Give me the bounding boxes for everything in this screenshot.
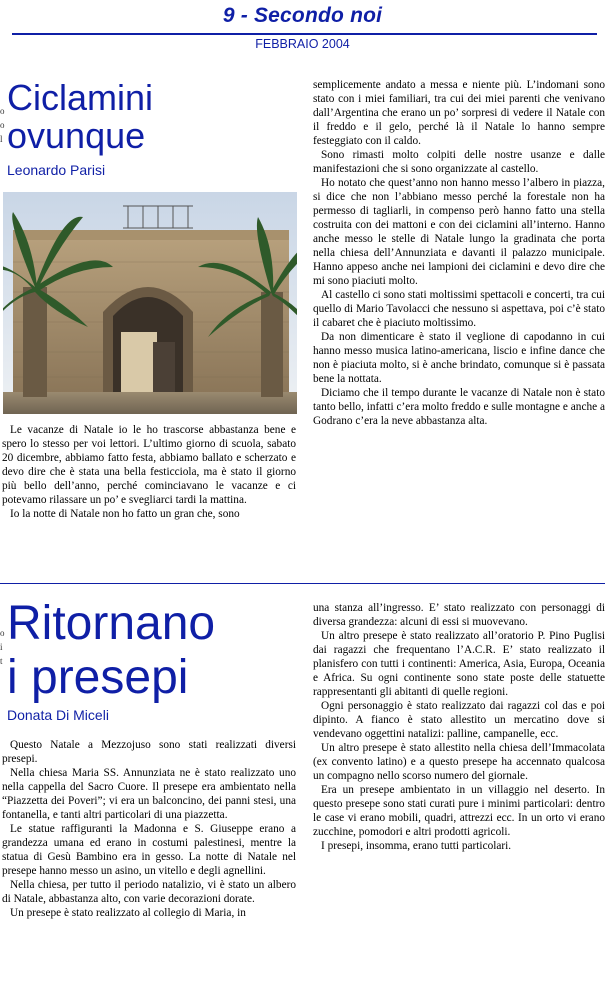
paragraph: Al castello ci sono stati moltissimi spettacoli e concerti, tra cui quello di Mario Tavolacci che nessuno si aspettava, poi c’è stato il cabaret che è piaciuto moltissimo.: [313, 289, 605, 329]
paragraph: Diciamo che il tempo durante le vacanze di Natale non è stato tanto bello, infatti c’era molto freddo e sulle montagne e anche a Godrano c’era la neve abbastanza alta.: [313, 387, 605, 427]
paragraph: Io la notte di Natale non ho fatto un gran che, sono: [10, 508, 240, 520]
paragraph: Nella chiesa Maria SS. Annunziata ne è stato realizzato uno nella cappella del Sacro Cuore. Il presepe era ambientato nella “Piazzetta dei Poveri”; vi era un balconcino, dei panni stesi, una fontanella, e tanti altri particolari di una piazzetta.: [2, 767, 296, 821]
section-divider: [0, 583, 605, 584]
paragraph: Sono rimasti molto colpiti delle nostre usanze e dalle manifestazioni che si sono organizzate al castello.: [313, 149, 605, 175]
paragraph: Un presepe è stato realizzato al collegio di Maria, in: [10, 907, 246, 919]
page-title: 9 - Secondo noi: [222, 4, 383, 27]
paragraph: Un altro presepe è stato realizzato all’oratorio P. Pino Puglisi dai ragazzi che frequentano l’A.C.R. E’ stato realizzato il planisfero con tutti i continenti: America, Asia, Europa, Oceania e Africa. Su ogni continente sono state poste delle statuette rappresentanti gli abitanti di quelle regioni.: [313, 630, 605, 698]
article-title: [7, 79, 153, 155]
title-line-2: i presepi: [7, 651, 189, 704]
title-line-1: Ritornano: [7, 597, 216, 650]
article-column: [2, 738, 296, 920]
margin-letter: o: [0, 120, 5, 130]
article-author: Leonardo Parisi: [7, 162, 106, 178]
paragraph: Questo Natale a Mezzojuso sono stati realizzati diversi presepi.: [2, 739, 296, 765]
paragraph: Nella chiesa, per tutto il periodo natalizio, vi è stato un albero di Natale, abbastanza alto, con varie decorazioni dorate.: [2, 879, 296, 905]
paragraph: Era un presepe ambientato in un villaggio nel deserto. In questo presepe sono stati curati pure i minimi particolari: dentro le case vi erano mobili, quadri, attrezzi ecc. In un orto vi erano zucchine, pomodori e altri prodotti agricoli.: [313, 784, 605, 838]
paragraph: Ho notato che quest’anno non hanno messo l’albero in piazza, si dice che non l’abbiano messo perché la forestale non ha permesso di tagliarli, in compenso però hanno fatto una stella costruita con dei mattoni e con dei ciclamini all’interno. Hanno anche messo le stelle di Natale lungo la gradinata che porta nella chiesa dell’Annunziata e davanti il palazzo municipale. Hanno appeso anche nei lampioni dei ciclamini e devo dire che mi sono piaciuti molto.: [313, 177, 605, 287]
article-column: [313, 78, 605, 428]
article-column: [2, 423, 296, 521]
paragraph: Da non dimenticare è stato il veglione di capodanno in cui hanno messo musica latino-americana, liscio e infine dance che non è piaciuta molto, si è anche brindato, comunque si è passata bene la nottata.: [313, 331, 605, 385]
castle-gate-photo: [3, 192, 297, 414]
title-line-2: ovunque: [7, 115, 146, 156]
issue-date: FEBBRAIO 2004: [255, 37, 350, 51]
left-margin-fragments-bottom: [0, 626, 6, 668]
article-author: Donata Di Miceli: [7, 707, 109, 723]
margin-letter: l: [0, 134, 3, 144]
paragraph: Un altro presepe è stato allestito nella chiesa dell’Immacolata (ex convento latino) e a questo presepe ha accennato qualcosa un compagno nello scorso numero del giornale.: [313, 742, 605, 782]
margin-letter: o: [0, 628, 5, 638]
margin-letter: i: [0, 642, 3, 652]
margin-letter: t: [0, 656, 3, 666]
header-rule: [12, 33, 597, 35]
article-title: [7, 597, 215, 705]
article-column: [313, 601, 605, 853]
paragraph: semplicemente andato a messa e niente più. L’indomani sono stato con i miei familiari, tra cui dei miei parenti che venivano dall’Argentina che erano un po’ sorpresi di vedere il Natale con il freddo e il gelo, perché là il Natale lo hanno sempre festeggiato con il caldo.: [313, 79, 605, 147]
title-line-1: Ciclamini: [7, 77, 154, 118]
paragraph: I presepi, insomma, erano tutti particolari.: [321, 840, 512, 852]
margin-letter: o: [0, 106, 5, 116]
paragraph: Le statue raffiguranti la Madonna e S. Giuseppe erano a grandezza umana ed erano in costumi palestinesi, mentre la statua di Gesù Bambino era in gesso. La notte di Natale nel presepe hanno messo un asino, un vitello e degli agnellini.: [2, 823, 296, 877]
paragraph: una stanza all’ingresso. E’ stato realizzato con personaggi di diversa grandezza: alcuni di essi si muovevano.: [313, 602, 605, 628]
left-margin-fragments-top: [0, 104, 6, 146]
paragraph: Le vacanze di Natale io le ho trascorse abbastanza bene e spero lo stesso per voi lettori. L’ultimo giorno di scuola, sabato 20 dicembre, abbiamo fatto festa, abbiamo ballato e scherzato e devo dire che è stata una bella festicciola, ma è stato il giorno più bello dell’anno, perché cominciavano le vacanze e ci potevamo rilassare un po’ e svegliarci tardi la mattina.: [2, 424, 296, 506]
paragraph: Ogni personaggio è stato realizzato dai ragazzi col das e poi dipinto. A fianco è stato allestito un mercatino dove si vendevano oggettini natalizi: palline, campanelle, ecc.: [313, 700, 605, 740]
